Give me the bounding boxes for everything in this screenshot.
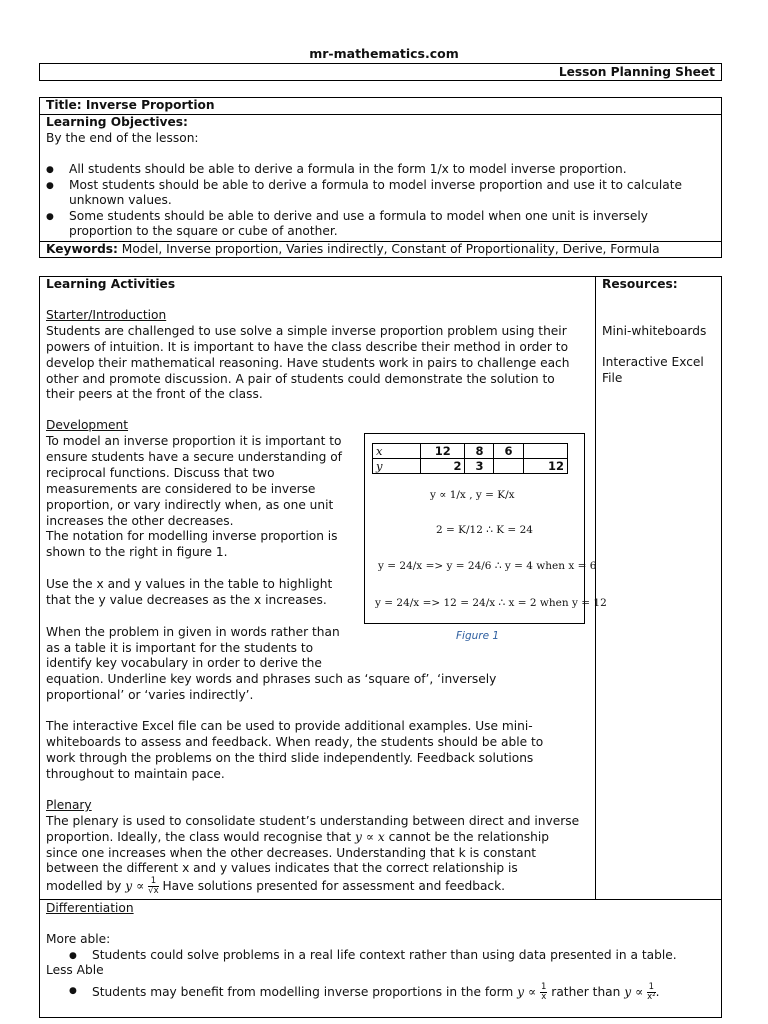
plenary-fraction bbox=[148, 877, 158, 896]
starter-heading: Starter/Introduction bbox=[46, 308, 167, 322]
resource-item: Interactive Excel bbox=[602, 355, 704, 369]
plenary-math: y ∝ x bbox=[355, 830, 385, 844]
bullet-icon: ● bbox=[46, 212, 54, 222]
bullet-icon: ● bbox=[46, 181, 54, 191]
dev-line: as a table it is important for the students to bbox=[46, 641, 314, 655]
equation: y = 24/x => y = 24/6 ∴ y = 4 when x = 6 bbox=[378, 560, 597, 572]
dev-line: increases the other decreases. bbox=[46, 514, 234, 528]
objectives-heading: Learning Objectives: bbox=[46, 115, 188, 129]
objective-item-cont: proportion to the square or cube of another. bbox=[69, 224, 338, 238]
dev-line: ensure students have a secure understanding of bbox=[46, 450, 342, 464]
plenary-heading: Plenary bbox=[46, 798, 92, 812]
more-able-label: More able: bbox=[46, 932, 111, 946]
plenary-line: since one increases when the other decreases. Understanding that k is constant bbox=[46, 846, 537, 860]
dev-line: Use the x and y values in the table to highlight bbox=[46, 577, 333, 591]
plenary-text: modelled by bbox=[46, 879, 126, 893]
dev-line: The notation for modelling inverse proportion is bbox=[46, 529, 338, 543]
keywords-text: Model, Inverse proportion, Varies indirectly, Constant of Proportionality, Derive, Formula bbox=[117, 242, 660, 256]
equation: y = 24/x => 12 = 24/x ∴ x = 2 when y = 12 bbox=[375, 597, 607, 609]
dev-line: work through the problems on the third slide independently. Feedback solutions bbox=[46, 751, 534, 765]
activities-heading: Learning Activities bbox=[46, 277, 176, 291]
dev-line: measurements are considered to be inverse bbox=[46, 482, 316, 496]
site-name: mr-mathematics.com bbox=[309, 46, 459, 61]
resources-heading: Resources: bbox=[602, 277, 678, 291]
plenary-text: cannot be the relationship bbox=[384, 830, 550, 844]
header-title: Lesson Planning Sheet bbox=[558, 65, 715, 79]
differentiation-divider bbox=[39, 899, 722, 900]
fraction-denominator: √x bbox=[148, 886, 159, 896]
bullet-icon: ● bbox=[69, 951, 77, 961]
objective-item: All students should be able to derive a formula in the form 1/x to model inverse proportion. bbox=[69, 162, 627, 176]
plenary-text: Have solutions presented for assessment and feedback. bbox=[158, 879, 506, 893]
dev-line: that the y value decreases as the x increases. bbox=[46, 593, 327, 607]
starter-line: Students are challenged to use solve a simple inverse proportion problem using their bbox=[46, 324, 567, 338]
plenary-line: between the different x and y values indicates that the correct relationship is bbox=[46, 861, 518, 875]
table-cell: 8 bbox=[465, 444, 494, 459]
objective-item: Some students should be able to derive and use a formula to model when one unit is inversely bbox=[69, 209, 649, 223]
differentiation-heading: Differentiation bbox=[46, 901, 134, 915]
dev-line: shown to the right in figure 1. bbox=[46, 545, 228, 559]
resource-item: File bbox=[602, 371, 623, 385]
table-cell: 12 bbox=[421, 444, 465, 459]
dev-line: equation. Underline key words and phrases such as ‘square of’, ‘inversely bbox=[46, 672, 497, 686]
less-able-text: Students may benefit from modelling inverse proportions in the form bbox=[92, 985, 518, 999]
less-able-text: rather than bbox=[547, 985, 625, 999]
plenary-line: The plenary is used to consolidate student’s understanding between direct and inverse bbox=[46, 814, 580, 828]
starter-line: powers of intuition. It is important to have the class describe their method in order to bbox=[46, 340, 569, 354]
starter-line: other and promote discussion. A pair of students could demonstrate the solution to bbox=[46, 372, 555, 386]
table-cell: 12 bbox=[523, 459, 568, 474]
dev-line: throughout to maintain pace. bbox=[46, 767, 225, 781]
objectives-intro: By the end of the lesson: bbox=[46, 131, 199, 145]
more-able-item: Students could solve problems in a real life context rather than using data presented in a table. bbox=[92, 948, 677, 962]
bullet-icon: ● bbox=[46, 165, 54, 175]
less-able-item: Students may benefit from modelling inverse proportions in the form y ∝ $\frac{1}{x}$ rather than y ∝ $\frac{1}{\text{x²}}$ . bbox=[92, 982, 660, 1002]
keywords bbox=[46, 242, 660, 258]
less-able-label: Less Able bbox=[46, 963, 104, 977]
table-header-y: y bbox=[373, 459, 421, 474]
table-cell: 6 bbox=[494, 444, 523, 459]
dev-line: When the problem in given in words rather than bbox=[46, 625, 340, 639]
table-cell: 2 bbox=[421, 459, 465, 474]
plenary-text: proportion. Ideally, the class would recognise that bbox=[46, 830, 356, 844]
xy-table bbox=[372, 443, 568, 474]
fraction-numerator: 1 bbox=[148, 877, 158, 887]
equation: 2 = K/12 ∴ K = 24 bbox=[436, 524, 533, 536]
dev-line: proportion, or vary indirectly when, as one unit bbox=[46, 498, 334, 512]
dev-line: To model an inverse proportion it is important to bbox=[46, 434, 342, 448]
table-row bbox=[373, 459, 568, 474]
dev-line: The interactive Excel file can be used to provide additional examples. Use mini- bbox=[46, 719, 533, 733]
table-row bbox=[373, 444, 568, 459]
equation: y ∝ 1/x , y = K/x bbox=[430, 489, 515, 501]
dev-line: whiteboards to assess and feedback. When ready, the students should be able to bbox=[46, 735, 544, 749]
plenary-math: y ∝ bbox=[125, 879, 145, 893]
keywords-label: Keywords: bbox=[46, 242, 118, 256]
table-cell bbox=[523, 444, 568, 459]
dev-line: reciprocal functions. Discuss that two bbox=[46, 466, 275, 480]
plenary-line bbox=[46, 830, 549, 846]
resources-divider bbox=[595, 276, 596, 899]
plenary-line bbox=[46, 877, 505, 896]
lesson-title: Title: Inverse Proportion bbox=[46, 98, 215, 112]
objective-item-cont: unknown values. bbox=[69, 193, 172, 207]
dev-line: proportional’ or ‘varies indirectly’. bbox=[46, 688, 254, 702]
bullet-icon: ● bbox=[69, 986, 77, 996]
table-cell bbox=[494, 459, 523, 474]
objective-item: Most students should be able to derive a formula to model inverse proportion and use it to calculate bbox=[69, 178, 682, 192]
table-header-x: x bbox=[373, 444, 421, 459]
table-cell: 3 bbox=[465, 459, 494, 474]
dev-line: identify key vocabulary in order to derive the bbox=[46, 656, 322, 670]
starter-line: develop their mathematical reasoning. Have students work in pairs to challenge each bbox=[46, 356, 570, 370]
header-bar bbox=[39, 63, 722, 81]
development-heading: Development bbox=[46, 418, 129, 432]
starter-line: their peers at the front of the class. bbox=[46, 387, 263, 401]
figure-caption: Figure 1 bbox=[456, 630, 500, 642]
less-able-text: . bbox=[655, 985, 660, 999]
resource-item: Mini-whiteboards bbox=[602, 324, 707, 338]
